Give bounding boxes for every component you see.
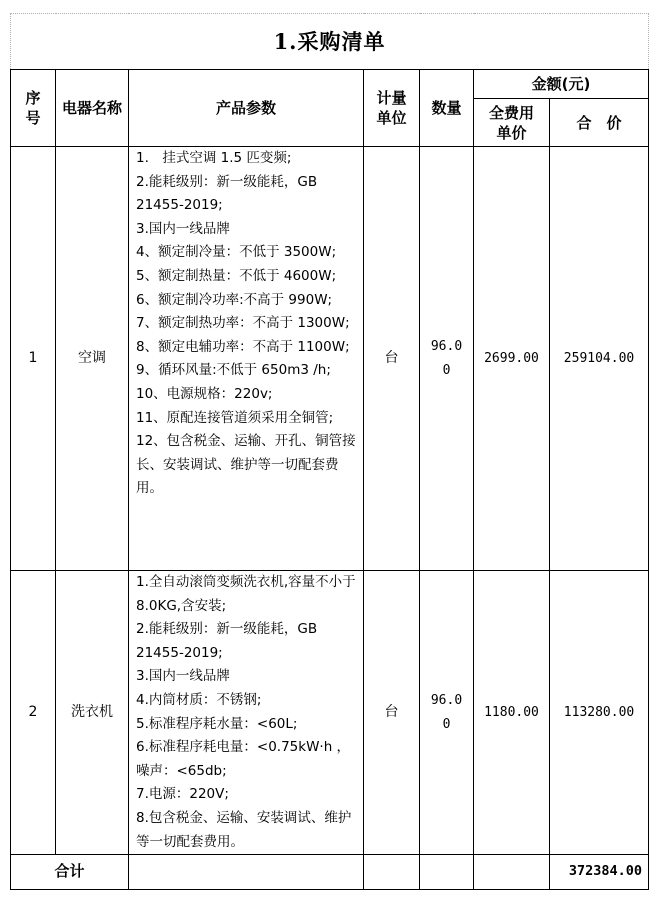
row-name: 空调	[56, 147, 129, 571]
header-amount: 金额(元)	[474, 70, 649, 99]
param-line: 8、额定电辅功率：不高于 1100W;	[136, 338, 350, 355]
row-total: 113280.00	[550, 571, 649, 855]
param-line: 2.能耗级别：新一级能耗，GB 21455-2019;	[136, 173, 322, 214]
param-line: 7.电源：220V;	[136, 786, 229, 803]
param-line: 8.包含税金、运输、安装调试、维护等一切配套费用。	[136, 809, 352, 850]
total-empty-cell	[420, 855, 474, 890]
row-seq: 2	[11, 571, 56, 855]
header-qty: 数量	[420, 70, 474, 147]
param-line: 9、循环风量:不低于 650m3 /h;	[136, 362, 331, 379]
param-line: 11、原配连接管道须采用全铜管;	[136, 409, 334, 426]
param-line: 6.标准程序耗电量：<0.75kW·h ，噪声：<65db;	[136, 739, 351, 779]
row-qty: 96.00	[420, 147, 474, 571]
header-row-1	[11, 70, 649, 99]
table-row	[11, 571, 649, 855]
param-line: 7、额定制热功率：不高于 1300W;	[136, 315, 350, 332]
header-unit: 计量单位	[364, 70, 420, 147]
row-name: 洗衣机	[56, 571, 129, 855]
param-line: 3.国内一线品牌	[136, 220, 230, 237]
param-line: 5.标准程序耗水量：<60L;	[136, 715, 298, 732]
row-unit: 台	[364, 147, 420, 571]
param-line: 5、额定制热量：不低于 4600W;	[136, 267, 337, 284]
param-line: 6、额定制冷功率:不高于 990W;	[136, 291, 333, 308]
header-seq: 序号	[11, 70, 56, 147]
total-empty-cell	[474, 855, 550, 890]
row-params	[129, 571, 364, 855]
param-line: 2.能耗级别：新一级能耗，GB 21455-2019;	[136, 621, 322, 661]
row-unit-price: 2699.00	[474, 147, 550, 571]
param-line: 10、电源规格：220v;	[136, 385, 273, 402]
title-row	[11, 14, 649, 70]
total-label: 合计	[11, 855, 129, 890]
row-unit-price: 1180.00	[474, 571, 550, 855]
param-line: 1.全自动滚筒变频洗衣机,容量不小于 8.0KG,含安装;	[136, 574, 360, 614]
page-title: 1.采购清单	[11, 14, 649, 70]
total-row	[11, 855, 649, 890]
table-row	[11, 147, 649, 571]
row-total: 259104.00	[550, 147, 649, 571]
row-params	[129, 147, 364, 571]
header-name: 电器名称	[56, 70, 129, 147]
param-line: 12、包含税金、运输、开孔、铜管接长、安装调试、维护等一切配套费用。	[136, 433, 356, 497]
total-empty-cell	[364, 855, 420, 890]
param-line: 3.国内一线品牌	[136, 668, 230, 685]
header-params: 产品参数	[129, 70, 364, 147]
row-qty: 96.00	[420, 571, 474, 855]
procurement-table	[10, 13, 649, 890]
row-unit: 台	[364, 571, 420, 855]
param-line: 1. 挂式空调 1.5 匹变频;	[136, 150, 292, 166]
header-total: 合 价	[550, 99, 649, 147]
header-unit-price: 全费用单价	[474, 99, 550, 147]
grand-total: 372384.00	[550, 855, 649, 890]
procurement-list	[10, 13, 648, 887]
total-empty-cell	[129, 855, 364, 890]
param-line: 4.内筒材质：不锈钢;	[136, 691, 262, 708]
row-seq: 1	[11, 147, 56, 571]
param-line: 4、额定制冷量：不低于 3500W;	[136, 244, 337, 261]
